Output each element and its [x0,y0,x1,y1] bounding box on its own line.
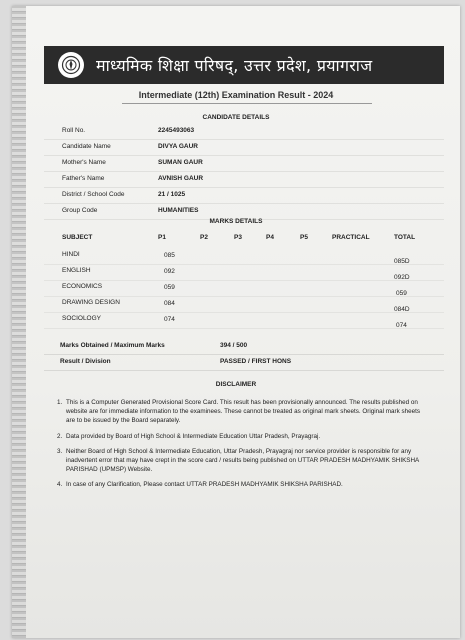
table-row [44,297,444,313]
board-title: माध्यमिक शिक्षा परिषद्, उत्तर प्रदेश, प्रयागराज [96,56,373,75]
column-header: P1 [158,234,166,241]
result-title: Intermediate (12th) Examination Result - 2024 [138,90,334,100]
total-cell: 085D [394,258,410,265]
result-division-row [44,355,444,371]
column-header: P3 [234,234,242,241]
p1-cell: 059 [164,284,175,291]
total-cell: 074 [396,322,407,329]
field-label: District / School Code [62,191,125,198]
column-header: P2 [200,234,208,241]
marks-table [44,249,444,329]
field-value: DIVYA GAUR [158,143,198,150]
field-label: Mother's Name [62,159,106,166]
table-row [44,313,444,329]
disclaimer-item: 3. Neither Board of High School & Intermediate Education, Uttar Pradesh, Prayagraj nor service provider is responsible for any inadvertent error that may have crept in the score card / results being published on UTTAR PRADESH MADHYAMIK SHIKSHA PARISHAD (UPMSP) Website. [64,447,428,475]
subject-cell: HINDI [62,251,80,258]
field-label: Group Code [62,207,98,214]
total-cell: 059 [396,290,407,297]
field-row [44,156,444,172]
field-value: 21 / 1025 [158,191,186,198]
subject-cell: SOCIOLOGY [62,315,102,322]
field-label: Father's Name [62,175,105,182]
marks-table-header [44,234,444,248]
subject-cell: ECONOMICS [62,283,103,290]
column-header: SUBJECT [62,234,93,241]
subject-cell: ENGLISH [62,267,91,274]
subject-cell: DRAWING DESIGN [62,299,120,306]
p1-cell: 084 [164,300,175,307]
disclaimer-item: 4. In case of any Clarification, Please contact UTTAR PRADESH MADHYAMIK SHIKSHA PARISHAD. [64,480,428,489]
marks-obtained-row [44,339,444,355]
field-value: 2245493063 [158,127,195,134]
disclaimer-item: 1. This is a Computer Generated Provisional Score Card. This result has been provisionally announced. The results published on website are for immediate information to the examinees. These cannot be treated as original mark sheets. Original mark sheets are to be issued by the Board separately. [64,398,428,426]
marks-details-heading: MARKS DETAILS [209,218,263,225]
field-label: Roll No. [62,127,86,134]
field-row [44,140,444,156]
column-header: TOTAL [394,234,416,241]
board-emblem-icon [58,52,84,78]
field-row [44,172,444,188]
scan-edge-artifact [12,6,26,638]
total-cell: 092D [394,274,410,281]
p1-cell: 085 [164,252,175,259]
field-row [44,124,444,140]
disclaimer-item: 2. Data provided by Board of High School & Intermediate Education Uttar Pradesh, Prayagraj. [64,432,428,441]
marks-obtained-label: Marks Obtained / Maximum Marks [60,342,165,349]
table-row [44,265,444,281]
result-division-label: Result / Division [60,358,111,365]
header-bar [44,46,444,84]
field-row [44,188,444,204]
field-value: HUMANITIES [158,207,199,214]
field-value: SUMAN GAUR [158,159,203,166]
column-header: P4 [266,234,274,241]
candidate-details-table [44,124,444,220]
disclaimer-heading: DISCLAIMER [215,381,257,388]
result-document [12,6,460,638]
divider [122,103,372,104]
field-label: Candidate Name [62,143,111,150]
table-row [44,281,444,297]
field-value: AVNISH GAUR [158,175,204,182]
total-cell: 084D [394,306,410,313]
marks-obtained-value: 394 / 500 [220,342,248,349]
result-summary [44,339,444,371]
p1-cell: 074 [164,316,175,323]
p1-cell: 092 [164,268,175,275]
candidate-details-heading: CANDIDATE DETAILS [202,114,270,121]
table-row [44,249,444,265]
column-header: P5 [300,234,308,241]
disclaimer-list [56,398,428,496]
column-header: PRACTICAL [332,234,370,241]
result-division-value: PASSED / FIRST HONS [220,358,292,365]
